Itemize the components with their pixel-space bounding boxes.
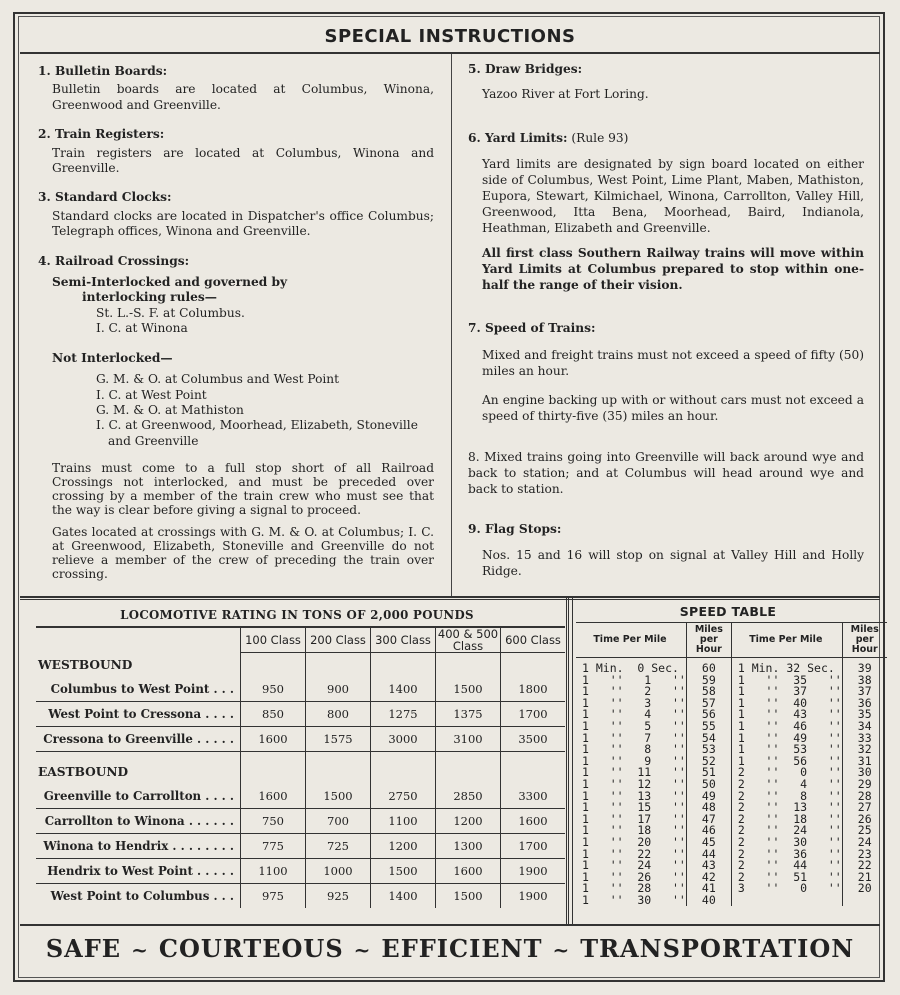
- slogan-word: EFFICIENT: [381, 934, 543, 963]
- mph-cell: 44: [686, 849, 731, 861]
- not-interlocked-heading: Not Interlocked—: [52, 350, 173, 365]
- mph-cell: 21: [842, 872, 887, 884]
- mph-cell: 23: [842, 849, 887, 861]
- route-label: West Point to Columbus . . .: [50, 889, 234, 903]
- semi-interlocked-heading-2: interlocking rules—: [82, 290, 217, 305]
- time-cell: 2 '' 0 '': [737, 765, 842, 780]
- section-7-heading: 7. Speed of Trains:: [468, 321, 596, 336]
- rating-cell: 1375: [436, 702, 501, 727]
- mph-header: Miles per Hour: [686, 623, 731, 658]
- mph-cell: 59: [686, 675, 731, 687]
- section-6-heading-line: [468, 131, 864, 146]
- mph-cell: 36: [842, 698, 887, 710]
- time-cell: 2 '' 4 '': [737, 776, 842, 791]
- mph-cell: 47: [686, 814, 731, 826]
- rating-cell: 1600: [241, 784, 306, 809]
- time-cell: 3 '' 0 '': [737, 881, 842, 896]
- not-item: and Greenville: [108, 433, 199, 448]
- rating-cell: 3000: [371, 727, 436, 752]
- rating-cell: 700: [306, 809, 371, 834]
- slogan-word: TRANSPORTATION: [580, 934, 855, 963]
- time-per-mile-header: Time Per Mile: [731, 623, 842, 658]
- rating-cell: 750: [241, 809, 306, 834]
- time-cell: 1 Min. 32 Sec.: [737, 661, 835, 675]
- crossing-rule-paragraph: Trains must come to a full stop short of all Railroad Crossings not interlocked, and must be preceded over crossing by a member of the train crew who must see that the way is clear before giving a signal to proceed.: [52, 461, 434, 518]
- time-cell: 1 '' 46 '': [737, 718, 842, 733]
- slogan-separator: ~: [552, 938, 571, 962]
- mph-cell: 30: [842, 767, 887, 779]
- rating-cell: 3100: [436, 727, 501, 752]
- rating-cell: 3500: [501, 727, 566, 752]
- time-cell: 1 '' 5 '': [582, 718, 686, 733]
- rating-cell: 1900: [501, 859, 566, 884]
- table-row: [36, 727, 565, 752]
- time-cell: 1 Min. 0 Sec.: [582, 661, 679, 675]
- mph-cell: 33: [842, 733, 887, 745]
- slogan-separator: ~: [353, 938, 372, 962]
- rating-cell: 950: [241, 677, 306, 702]
- section-2-body: Train registers are located at Columbus, Winona and Greenville.: [52, 145, 434, 176]
- mph-cell: 40: [686, 895, 731, 907]
- section-5-heading: 5. Draw Bridges:: [468, 62, 583, 76]
- mph-cell: 43: [686, 860, 731, 872]
- section-5-body: Yazoo River at Fort Loring.: [482, 87, 649, 102]
- mph-header: Miles per Hour: [842, 623, 887, 658]
- section-2-heading: 2. Train Registers:: [38, 127, 165, 142]
- speed-table-title: SPEED TABLE: [679, 604, 777, 619]
- route-label: Greenville to Carrollton . . . .: [36, 784, 241, 809]
- mph-cell: 45: [686, 837, 731, 849]
- section-6-heading: 6. Yard Limits:: [468, 130, 568, 145]
- section-7-body-1: Mixed and freight trains must not exceed a speed of fifty (50) miles an hour.: [482, 347, 864, 378]
- section-7-body-2: An engine backing up with or without cars must not exceed a speed of thirty-five (35) miles an hour.: [482, 392, 864, 423]
- rating-cell: 1700: [501, 702, 566, 727]
- time-cell: 2 '' 24 '': [737, 823, 842, 838]
- speed-table: [576, 622, 887, 906]
- rating-cell: 3300: [501, 784, 566, 809]
- time-cell: 1 '' 11 '': [582, 765, 686, 780]
- rating-cell: 800: [306, 702, 371, 727]
- mph-cell: 53: [686, 744, 731, 756]
- rating-cell: 1400: [371, 884, 436, 909]
- time-cell: 2 '' 30 '': [737, 834, 842, 849]
- loco-col-header: 400 & 500 Class: [436, 627, 501, 653]
- mph-cell: 51: [686, 767, 731, 779]
- section-6-rule: (Rule 93): [571, 130, 629, 145]
- mph-cell: 39: [842, 658, 887, 675]
- mph-cell: 22: [842, 860, 887, 872]
- right-column: [468, 62, 864, 579]
- rating-cell: 1500: [306, 784, 371, 809]
- section-3-heading: 3. Standard Clocks:: [38, 190, 172, 205]
- time-per-mile-header: Time Per Mile: [576, 623, 686, 658]
- time-cell: 1 '' 18 '': [582, 823, 686, 838]
- westbound-label: WESTBOUND: [38, 657, 133, 672]
- rating-cell: 1500: [371, 859, 436, 884]
- title-rule: [20, 52, 880, 54]
- section-1-heading: 1. Bulletin Boards:: [38, 64, 168, 78]
- time-cell: 1 '' 49 '': [737, 730, 842, 745]
- rating-cell: 1200: [436, 809, 501, 834]
- time-cell: 2 '' 8 '': [737, 788, 842, 803]
- mph-cell: 29: [842, 779, 887, 791]
- westbound-row: [36, 653, 565, 678]
- section-6-body: Yard limits are designated by sign board located on either side of Columbus, West Point, Lime Plant, Maben, Mathiston, Eupora, Stewart, Kilmichael, Winona, Carrollton, Valley Hill, Greenwood, Itta Bena, Moorhead, Baird, Indianola, Heathman, Elizabeth and Greenville.: [482, 157, 864, 236]
- time-cell: 2 '' 44 '': [737, 858, 842, 873]
- loco-rating-table: [36, 626, 565, 908]
- page-title: SPECIAL INSTRUCTIONS: [324, 26, 576, 47]
- mph-cell: 35: [842, 709, 887, 721]
- time-cell: [731, 895, 842, 907]
- table-row: [36, 884, 565, 909]
- rating-cell: 1200: [371, 834, 436, 859]
- slogan-word: COURTEOUS: [158, 934, 344, 963]
- route-label: Hendrix to West Point . . . . .: [36, 859, 241, 884]
- mph-cell: 24: [842, 837, 887, 849]
- time-cell: 1 '' 3 '': [582, 695, 686, 710]
- mph-cell: 25: [842, 825, 887, 837]
- section-4-heading: 4. Railroad Crossings:: [38, 253, 190, 268]
- mph-cell: 57: [686, 698, 731, 710]
- rating-cell: 1600: [241, 727, 306, 752]
- time-cell: 1 '' 22 '': [582, 846, 686, 861]
- not-item: I. C. at Greenwood, Moorhead, Elizabeth, Stoneville: [96, 418, 418, 433]
- not-item: G. M. & O. at Columbus and West Point: [96, 372, 340, 387]
- rating-cell: 1500: [436, 677, 501, 702]
- rating-cell: 1100: [241, 859, 306, 884]
- time-cell: 1 '' 37 '': [737, 684, 842, 699]
- time-cell: 1 '' 35 '': [737, 672, 842, 687]
- time-cell: 1 '' 43 '': [737, 707, 842, 722]
- rating-cell: 1900: [501, 884, 566, 909]
- table-row: [36, 809, 565, 834]
- time-cell: 1 '' 1 '': [582, 672, 686, 687]
- section-6-bold-note: All first class Southern Railway trains will move within Yard Limits at Columbus prepared to stop within one-half the range of their vision.: [482, 246, 864, 293]
- section-3-body: Standard clocks are located in Dispatcher's office Columbus; Telegraph offices, Winona and Greenville.: [52, 208, 434, 239]
- mph-cell: 48: [686, 802, 731, 814]
- time-cell: 2 '' 18 '': [737, 811, 842, 826]
- route-label: West Point to Cressona . . . .: [36, 702, 241, 727]
- rating-cell: 1400: [371, 677, 436, 702]
- mph-cell: 46: [686, 825, 731, 837]
- table-row: [36, 834, 565, 859]
- time-cell: 1 '' 20 '': [582, 834, 686, 849]
- speed-header-row: [576, 623, 887, 658]
- slogan: [20, 934, 880, 963]
- loco-col-header: 600 Class: [501, 627, 566, 653]
- eastbound-row: [36, 752, 565, 785]
- time-cell: 1 '' 30 '': [582, 892, 686, 907]
- loco-rating-title: LOCOMOTIVE RATING IN TONS OF 2,000 POUNDS: [120, 608, 474, 622]
- section-9-body: Nos. 15 and 16 will stop on signal at Valley Hill and Holly Ridge.: [482, 548, 864, 579]
- rating-cell: 975: [241, 884, 306, 909]
- route-label: Columbus to West Point . . .: [36, 677, 241, 702]
- section-9-heading: 9. Flag Stops:: [468, 521, 562, 536]
- rating-cell: 1600: [501, 809, 566, 834]
- time-cell: 2 '' 36 '': [737, 846, 842, 861]
- not-item: G. M. & O. at Mathiston: [96, 402, 244, 417]
- semi-interlocked-heading: Semi-Interlocked and governed by: [52, 275, 288, 290]
- mph-cell: [842, 895, 887, 907]
- time-cell: 1 '' 24 '': [582, 858, 686, 873]
- mph-cell: 52: [686, 756, 731, 768]
- mph-cell: 42: [686, 872, 731, 884]
- mph-cell: 49: [686, 791, 731, 803]
- mph-cell: 50: [686, 779, 731, 791]
- time-cell: 1 '' 9 '': [582, 753, 686, 768]
- rating-cell: 1800: [501, 677, 566, 702]
- time-cell: 1 '' 26 '': [582, 869, 686, 884]
- speed-row: [576, 895, 887, 907]
- semi-item: St. L.-S. F. at Columbus.: [96, 305, 245, 320]
- loco-header-row: [36, 627, 565, 653]
- mph-cell: 32: [842, 744, 887, 756]
- table-row: [36, 702, 565, 727]
- rating-cell: 1700: [501, 834, 566, 859]
- rating-cell: 1575: [306, 727, 371, 752]
- rating-cell: 1100: [371, 809, 436, 834]
- time-cell: 1 '' 53 '': [737, 742, 842, 757]
- time-cell: 1 '' 17 '': [582, 811, 686, 826]
- eastbound-label: EASTBOUND: [38, 765, 129, 779]
- mph-cell: 58: [686, 686, 731, 698]
- not-item: I. C. at West Point: [96, 387, 207, 402]
- time-cell: 1 '' 56 '': [737, 753, 842, 768]
- loco-col-header: 300 Class: [371, 627, 436, 653]
- rating-cell: 1300: [436, 834, 501, 859]
- mph-cell: 38: [842, 675, 887, 687]
- mph-cell: 20: [842, 883, 887, 895]
- rating-cell: 900: [306, 677, 371, 702]
- table-divider: [566, 598, 573, 924]
- route-label: Cressona to Greenville . . . . .: [36, 727, 241, 752]
- mph-cell: 37: [842, 686, 887, 698]
- time-cell: 1 '' 8 '': [582, 742, 686, 757]
- time-cell: 1 '' 4 '': [582, 707, 686, 722]
- column-divider: [451, 54, 452, 596]
- table-row: [36, 784, 565, 809]
- mph-cell: 41: [686, 883, 731, 895]
- loco-col-header: 200 Class: [306, 627, 371, 653]
- rating-cell: 1000: [306, 859, 371, 884]
- rating-cell: 1600: [436, 859, 501, 884]
- mph-cell: 28: [842, 791, 887, 803]
- mph-cell: 55: [686, 721, 731, 733]
- mph-cell: 27: [842, 802, 887, 814]
- section-1-body: Bulletin boards are located at Columbus, Winona, Greenwood and Greenville.: [52, 82, 434, 112]
- semi-item: I. C. at Winona: [96, 321, 188, 336]
- mph-cell: 56: [686, 709, 731, 721]
- route-label: Winona to Hendrix . . . . . . . .: [36, 834, 241, 859]
- table-row: [36, 859, 565, 884]
- time-cell: 2 '' 13 '': [737, 800, 842, 815]
- speed-table-body: [576, 658, 887, 907]
- mph-cell: 60: [686, 658, 731, 675]
- time-cell: 2 '' 51 '': [737, 869, 842, 884]
- slogan-separator: ~: [131, 938, 149, 962]
- gates-paragraph: Gates located at crossings with G. M. & O. at Columbus; I. C. at Greenwood, Elizabeth, Stoneville and Greenville do not relieve a member of the crew of preceding the train over crossing.: [52, 525, 434, 582]
- rating-cell: 1275: [371, 702, 436, 727]
- section-divider-thin: [20, 599, 880, 600]
- rating-cell: 2850: [436, 784, 501, 809]
- time-cell: 1 '' 12 '': [582, 776, 686, 791]
- rating-cell: 1500: [436, 884, 501, 909]
- mph-cell: 26: [842, 814, 887, 826]
- section-divider: [20, 596, 880, 598]
- footer-rule: [20, 924, 880, 926]
- section-8-body: 8. Mixed trains going into Greenville will back around wye and back to station; and at Columbus will head around wye and back to station.: [468, 449, 864, 496]
- mph-cell: 54: [686, 733, 731, 745]
- mph-cell: 31: [842, 756, 887, 768]
- slogan-word: SAFE: [45, 934, 122, 963]
- rating-cell: 725: [306, 834, 371, 859]
- time-cell: 1 '' 7 '': [582, 730, 686, 745]
- rating-cell: 2750: [371, 784, 436, 809]
- loco-col-header: 100 Class: [241, 627, 306, 653]
- time-cell: 1 '' 2 '': [582, 684, 686, 699]
- mph-cell: 34: [842, 721, 887, 733]
- rating-cell: 775: [241, 834, 306, 859]
- time-cell: 1 '' 15 '': [582, 800, 686, 815]
- rating-cell: 850: [241, 702, 306, 727]
- time-cell: 1 '' 28 '': [582, 881, 686, 896]
- route-label: Carrollton to Winona . . . . . .: [36, 809, 241, 834]
- left-column: [38, 64, 434, 581]
- time-cell: 1 '' 40 '': [737, 695, 842, 710]
- table-row: [36, 677, 565, 702]
- time-cell: 1 '' 13 '': [582, 788, 686, 803]
- rating-cell: 925: [306, 884, 371, 909]
